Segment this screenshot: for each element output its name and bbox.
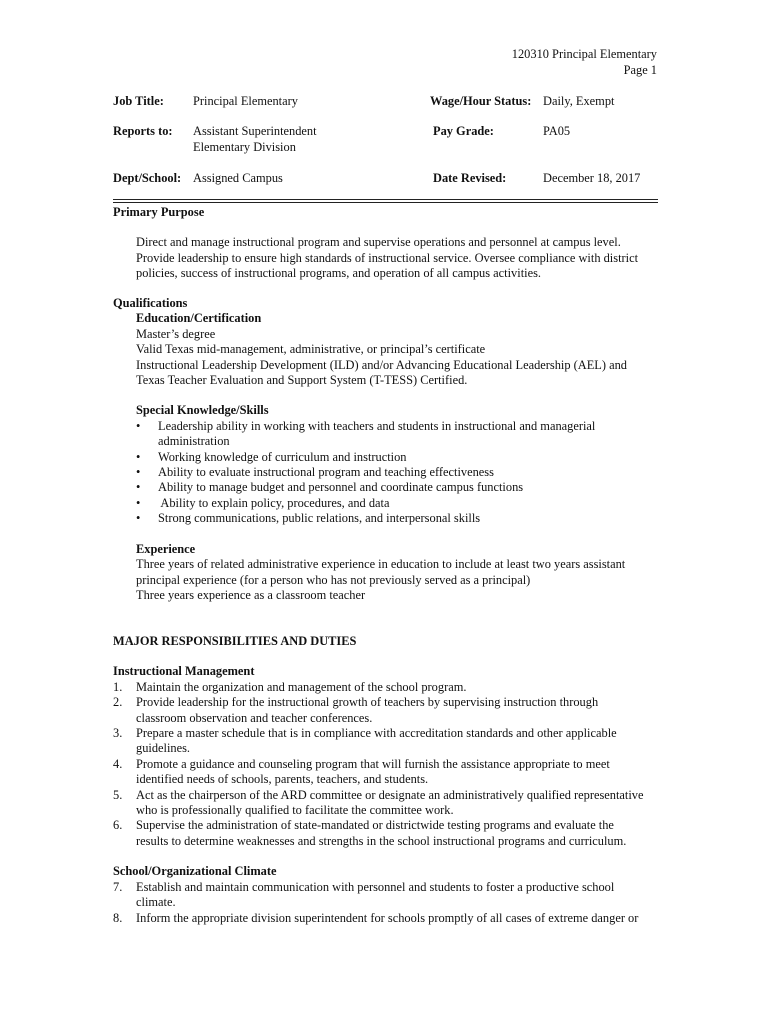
job-title-label: Job Title: bbox=[113, 94, 164, 108]
duty-item: 7. Establish and maintain communication with personnel and students to foster a productive school climate. bbox=[113, 879, 615, 910]
duty-item: 5. Act as the chairperson of the ARD committee or designate an administratively qualified representative who is professionally qualified to facilitate the committee work. bbox=[113, 787, 644, 818]
page-number: Page 1 bbox=[623, 63, 657, 77]
pay-grade-value: PA05 bbox=[543, 124, 571, 138]
skills-list-item: • Strong communications, public relations, and interpersonal skills bbox=[113, 511, 658, 526]
reports-to-label: Reports to: bbox=[113, 124, 173, 138]
skills-list-item: • Ability to explain policy, procedures, and data bbox=[113, 496, 658, 511]
skills-list-item: • Ability to manage budget and personnel and coordinate campus functions bbox=[113, 480, 658, 495]
experience-line: Three years experience as a classroom teacher bbox=[136, 587, 366, 602]
job-title-value: Principal Elementary bbox=[193, 94, 298, 108]
instructional-duties-list bbox=[113, 680, 658, 849]
duty-item: 4. Promote a guidance and counseling program that will furnish the assistance appropriate to meet identified needs of schools, parents, teachers, and students. bbox=[113, 756, 610, 787]
skills-heading: Special Knowledge/Skills bbox=[136, 403, 269, 418]
education-line: Master’s degree bbox=[136, 326, 216, 341]
dept-school-label: Dept/School: bbox=[113, 171, 182, 185]
header-divider-top bbox=[113, 199, 658, 200]
education-heading: Education/Certification bbox=[136, 311, 262, 326]
climate-duties-list bbox=[113, 880, 658, 926]
reports-to-value: Assistant Superintendent bbox=[193, 124, 317, 138]
purpose-line: policies, success of instructional programs, and operation of all campus activities. bbox=[136, 266, 541, 281]
skills-list-item: • Leadership ability in working with teachers and students in instructional and managerial administration bbox=[113, 419, 658, 450]
duty-item: 3. Prepare a master schedule that is in compliance with accreditation standards and other applicable guidelines. bbox=[113, 726, 617, 756]
duty-item: 8. Inform the appropriate division superintendent for schools promptly of all cases of extreme danger or bbox=[113, 910, 639, 925]
qualifications-heading: Qualifications bbox=[113, 296, 188, 310]
reports-to-division: Elementary Division bbox=[193, 140, 296, 154]
skills-list-item: • Working knowledge of curriculum and instruction bbox=[113, 450, 658, 465]
duty-item: 6. Supervise the administration of state-mandated or districtwide testing programs and evaluate the results to determine weaknesses and strengths in the school instructional programs and curriculum. bbox=[113, 818, 627, 848]
instructional-management-heading: Instructional Management bbox=[113, 664, 255, 679]
wage-status-label: Wage/Hour Status: bbox=[430, 94, 532, 108]
education-line: Valid Texas mid-management, administrative, or principal’s certificate bbox=[136, 342, 486, 357]
duty-item: 1. Maintain the organization and management of the school program. bbox=[113, 679, 467, 694]
purpose-line: Provide leadership to ensure high standards of instructional service. Oversee compliance with district bbox=[136, 250, 639, 265]
skills-list-item: • Ability to evaluate instructional program and teaching effectiveness bbox=[113, 465, 658, 480]
primary-purpose-section bbox=[113, 205, 658, 282]
skills-list bbox=[113, 419, 658, 527]
experience-line: principal experience (for a person who has not previously served as a principal) bbox=[136, 572, 531, 587]
doc-id: 120310 Principal Elementary bbox=[511, 47, 657, 61]
responsibilities-heading: MAJOR RESPONSIBILITIES AND DUTIES bbox=[113, 634, 357, 648]
purpose-line: Direct and manage instructional program and supervise operations and personnel at campus level. bbox=[136, 235, 621, 250]
header-divider-bottom bbox=[113, 202, 658, 203]
date-revised-value: December 18, 2017 bbox=[543, 171, 641, 185]
school-climate-heading: School/Organizational Climate bbox=[113, 864, 277, 879]
duty-item: 2. Provide leadership for the instructional growth of teachers by supervising instruction through classroom observation and teacher conferences. bbox=[113, 695, 599, 725]
primary-purpose-heading: Primary Purpose bbox=[113, 205, 205, 219]
responsibilities-section bbox=[113, 634, 658, 926]
education-line: Texas Teacher Evaluation and Support System (T-TESS) Certified. bbox=[136, 373, 468, 388]
education-line: Instructional Leadership Development (ILD) and/or Advancing Educational Leadership (AEL) and bbox=[136, 357, 627, 372]
wage-status-value: Daily, Exempt bbox=[543, 94, 615, 108]
qualifications-section bbox=[113, 296, 658, 603]
date-revised-label: Date Revised: bbox=[433, 171, 507, 185]
experience-heading: Experience bbox=[136, 541, 196, 556]
experience-line: Three years of related administrative experience in education to include at least two years assistant bbox=[136, 557, 626, 572]
dept-school-value: Assigned Campus bbox=[193, 171, 283, 185]
pay-grade-label: Pay Grade: bbox=[433, 124, 494, 138]
